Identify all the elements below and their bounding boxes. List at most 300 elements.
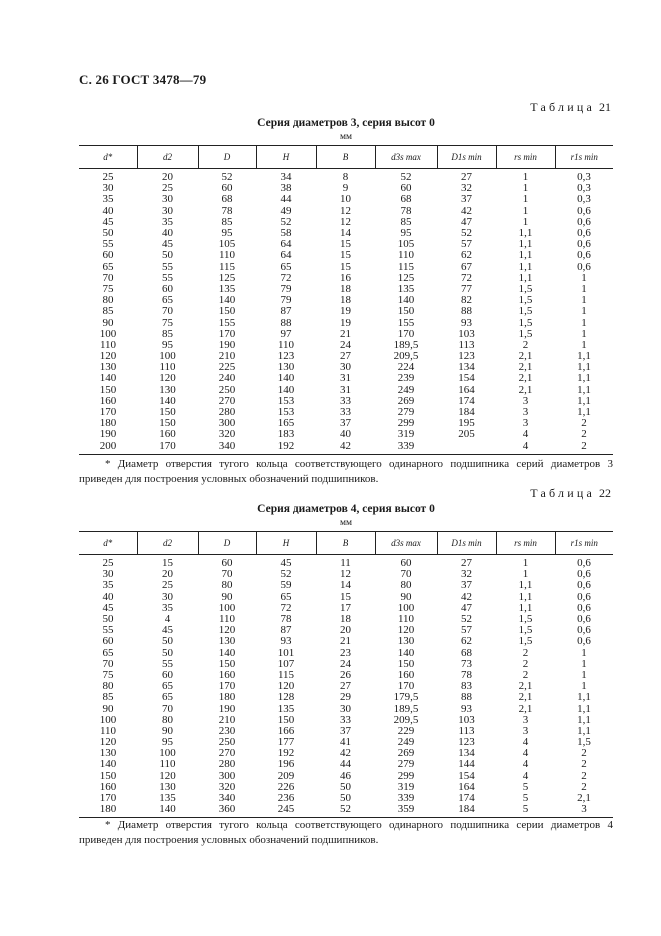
table-cell: 150 xyxy=(277,713,295,726)
table-cell: 1,1 xyxy=(577,383,591,396)
table-cell: 45 xyxy=(102,601,114,614)
table-cell: 113 xyxy=(458,724,475,737)
table-cell: 209,5 xyxy=(393,713,419,726)
table-cell: 2,1 xyxy=(518,372,533,385)
table-cell: 140 xyxy=(397,294,415,307)
table-cell: 31 xyxy=(340,383,351,396)
table-cell: 125 xyxy=(218,271,236,284)
table-cell: 79 xyxy=(280,294,292,307)
table-cell: 85 xyxy=(102,305,114,318)
table-cell: 0,6 xyxy=(577,601,591,614)
table-cell: 30 xyxy=(340,702,351,715)
table-cell: 90 xyxy=(400,590,412,603)
table-cell: 120 xyxy=(218,624,236,637)
table-cell: 1 xyxy=(581,680,587,693)
table-cell: 319 xyxy=(397,428,415,441)
table-cell: 135 xyxy=(218,282,236,295)
table-cell: 1,5 xyxy=(518,624,533,637)
table-cell: 93 xyxy=(461,702,472,715)
table-cell: 52 xyxy=(280,215,292,228)
table-cell: 239 xyxy=(397,372,415,385)
table-cell xyxy=(437,441,496,455)
table-cell: 35 xyxy=(162,601,173,614)
table-cell: 18 xyxy=(340,613,351,626)
table21-unit: мм xyxy=(339,132,353,142)
table22-label-text: Таблица xyxy=(530,486,595,500)
table-cell: 150 xyxy=(99,383,117,396)
table-cell: 1,1 xyxy=(577,724,591,737)
table-cell: 177 xyxy=(277,736,295,749)
table-cell: 55 xyxy=(162,657,173,670)
table-cell: 100 xyxy=(99,713,117,726)
table-cell: 229 xyxy=(397,724,415,737)
table-cell: 1 xyxy=(522,204,529,217)
table-cell: 170 xyxy=(99,406,117,419)
table-cell: 19 xyxy=(340,316,351,329)
table-cell: 105 xyxy=(218,238,236,251)
table-cell: 80 xyxy=(400,579,412,592)
table-cell: 47 xyxy=(461,601,472,614)
table-row xyxy=(79,169,613,184)
table-cell: 52 xyxy=(400,171,412,184)
table-cell: 1,1 xyxy=(518,271,533,284)
table-cell: 88 xyxy=(461,305,472,318)
table-cell: 140 xyxy=(277,372,295,385)
table-cell: 21 xyxy=(340,635,351,648)
table-cell: 64 xyxy=(280,249,292,262)
table-cell: 80 xyxy=(102,294,114,307)
table-cell: 12 xyxy=(340,215,351,228)
table-cell: 87 xyxy=(280,624,292,637)
table22-label xyxy=(530,486,611,501)
table-cell: 135 xyxy=(277,702,295,715)
table-cell: 0,6 xyxy=(577,568,591,581)
table-cell: 2 xyxy=(581,439,587,452)
table-cell: 205 xyxy=(458,428,475,441)
table-cell: 24 xyxy=(340,338,351,351)
table-cell: 45 xyxy=(162,238,173,251)
table-cell: 64 xyxy=(280,238,292,251)
table-cell: 1 xyxy=(581,282,587,295)
table-cell: 8 xyxy=(342,171,349,184)
table-cell: 20 xyxy=(162,171,173,184)
table21-number: 21 xyxy=(599,100,611,114)
table-cell: 115 xyxy=(218,260,236,273)
table-cell: 280 xyxy=(218,758,236,771)
table-cell: 1 xyxy=(522,193,529,206)
table-cell: 155 xyxy=(218,316,236,329)
table-cell: 42 xyxy=(461,590,472,603)
table-cell: 1,5 xyxy=(518,613,533,626)
table-cell: 0,6 xyxy=(577,590,591,603)
table-cell: 2,1 xyxy=(577,792,591,805)
table-cell: 110 xyxy=(218,249,236,262)
table-cell: 153 xyxy=(277,406,295,419)
table-cell: 87 xyxy=(280,305,292,318)
table-cell: 5 xyxy=(522,792,529,805)
col-header-rs-min: rs min xyxy=(496,146,555,169)
table-cell: 82 xyxy=(461,294,472,307)
table-cell: 210 xyxy=(218,713,236,726)
table-cell: 1,1 xyxy=(518,238,533,251)
table-cell: 72 xyxy=(461,271,472,284)
table-cell: 300 xyxy=(218,417,236,430)
table-cell: 299 xyxy=(397,769,415,782)
table-cell: 25 xyxy=(162,182,173,195)
table-cell: 57 xyxy=(461,238,472,251)
table-cell: 125 xyxy=(397,271,415,284)
table-cell: 164 xyxy=(458,780,475,793)
table-cell: 15 xyxy=(340,238,351,251)
table-cell: 103 xyxy=(458,327,475,340)
table-cell: 300 xyxy=(218,769,236,782)
table-cell: 1,5 xyxy=(518,282,533,295)
table-cell: 2,1 xyxy=(518,702,533,715)
table-cell: 30 xyxy=(162,204,173,217)
table-cell: 23 xyxy=(340,646,351,659)
table-cell: 60 xyxy=(221,557,233,570)
table-cell: 58 xyxy=(280,227,292,240)
table-cell: 85 xyxy=(162,327,173,340)
table-cell: 120 xyxy=(159,769,176,782)
table-cell: 174 xyxy=(458,792,475,805)
table-cell: 60 xyxy=(102,249,114,262)
table-cell: 12 xyxy=(340,204,351,217)
table-row xyxy=(79,692,613,703)
table-cell: 270 xyxy=(218,394,236,407)
table-cell: 135 xyxy=(397,282,415,295)
table-cell: 320 xyxy=(218,780,236,793)
table-cell: 29 xyxy=(340,691,351,704)
table-cell: 1,1 xyxy=(518,579,533,592)
table-cell: 25 xyxy=(162,579,173,592)
table-cell: 62 xyxy=(461,635,472,648)
table-cell: 180 xyxy=(99,803,117,816)
table-cell: 2 xyxy=(581,780,587,793)
table-cell: 150 xyxy=(397,657,415,670)
col-header-D: D xyxy=(198,532,256,555)
table-cell: 226 xyxy=(277,780,295,793)
table-cell: 190 xyxy=(99,428,117,441)
table-cell: 70 xyxy=(102,271,114,284)
table-cell: 140 xyxy=(277,383,295,396)
table-cell: 52 xyxy=(461,613,472,626)
table-cell: 299 xyxy=(397,417,415,430)
table-cell: 174 xyxy=(458,394,475,407)
table-cell: 37 xyxy=(461,193,472,206)
table-cell: 44 xyxy=(280,193,292,206)
table-cell: 65 xyxy=(280,260,292,273)
table-cell: 196 xyxy=(277,758,295,771)
table-cell: 75 xyxy=(102,668,114,681)
table-cell: 10 xyxy=(340,193,351,206)
table-cell: 90 xyxy=(102,316,114,329)
table-cell: 72 xyxy=(280,601,292,614)
table21-label-text: Таблица xyxy=(530,100,595,114)
table-cell: 1 xyxy=(522,182,529,195)
table-cell: 113 xyxy=(458,338,475,351)
table-cell: 65 xyxy=(162,294,173,307)
table-cell: 249 xyxy=(397,736,415,749)
table-cell: 236 xyxy=(277,792,295,805)
table-cell: 170 xyxy=(397,680,415,693)
table-cell: 359 xyxy=(397,803,415,816)
table-cell: 120 xyxy=(159,372,176,385)
table-cell: 65 xyxy=(162,691,173,704)
col-header-rs-min: rs min xyxy=(496,532,555,555)
table-row xyxy=(79,580,613,591)
table-cell: 120 xyxy=(99,350,117,363)
table-row xyxy=(79,317,613,328)
table-cell: 103 xyxy=(458,713,475,726)
table-cell: 60 xyxy=(400,182,412,195)
table-cell: 224 xyxy=(397,361,415,374)
table-cell: 27 xyxy=(340,350,351,363)
table-cell: 85 xyxy=(102,691,114,704)
table-cell: 0,3 xyxy=(577,171,591,184)
table-cell: 184 xyxy=(458,803,475,816)
table-cell: 1,5 xyxy=(518,316,533,329)
table-cell: 40 xyxy=(102,590,114,603)
table-cell: 110 xyxy=(99,338,117,351)
table-cell: 105 xyxy=(397,238,415,251)
table-cell: 27 xyxy=(461,557,472,570)
table-cell: 26 xyxy=(340,668,351,681)
table-cell: 130 xyxy=(159,780,176,793)
table-cell: 180 xyxy=(99,417,117,430)
table-cell: 190 xyxy=(218,338,236,351)
table-cell: 1,1 xyxy=(518,260,533,273)
table-cell: 115 xyxy=(397,260,415,273)
table-cell: 2 xyxy=(581,769,587,782)
table-cell: 2,1 xyxy=(518,361,533,374)
table-cell: 24 xyxy=(340,657,351,670)
table-cell: 55 xyxy=(102,624,114,637)
col-header-d3s-max: d3s max xyxy=(375,146,437,169)
table-cell: 50 xyxy=(162,635,173,648)
table-cell: 18 xyxy=(340,294,351,307)
table-cell: 130 xyxy=(218,635,236,648)
table-cell: 100 xyxy=(159,747,176,760)
table-cell: 339 xyxy=(397,792,415,805)
table-cell: 100 xyxy=(218,601,236,614)
table-cell: 154 xyxy=(458,769,475,782)
table-cell: 130 xyxy=(99,747,117,760)
table-cell: 20 xyxy=(340,624,351,637)
table-cell: 41 xyxy=(340,736,351,749)
table-cell: 2 xyxy=(522,646,529,659)
table21-header xyxy=(79,146,613,169)
table-cell: 1,1 xyxy=(577,702,591,715)
table22 xyxy=(79,531,613,818)
table-cell: 68 xyxy=(400,193,412,206)
table-cell: 140 xyxy=(218,294,236,307)
table-cell: 1,1 xyxy=(518,227,533,240)
table-cell: 78 xyxy=(221,204,233,217)
table-cell: 155 xyxy=(397,316,415,329)
table-cell: 269 xyxy=(397,747,415,760)
table-cell: 72 xyxy=(280,271,292,284)
table-cell: 37 xyxy=(340,417,351,430)
table-cell: 97 xyxy=(280,327,292,340)
col-header-B: B xyxy=(316,532,375,555)
table-cell: 40 xyxy=(102,204,114,217)
table-cell: 49 xyxy=(280,204,292,217)
table-cell: 1,1 xyxy=(577,394,591,407)
table-cell: 37 xyxy=(461,579,472,592)
table-cell: 3 xyxy=(522,724,529,737)
table-cell: 78 xyxy=(400,204,412,217)
table-cell: 3 xyxy=(522,394,529,407)
table-cell: 75 xyxy=(162,316,173,329)
table-cell: 153 xyxy=(277,394,295,407)
table-cell: 60 xyxy=(102,635,114,648)
table-cell: 52 xyxy=(340,803,351,816)
table-cell: 77 xyxy=(461,282,472,295)
table-cell: 120 xyxy=(397,624,415,637)
table-cell: 30 xyxy=(102,568,114,581)
table-row xyxy=(79,636,613,647)
table-cell: 319 xyxy=(397,780,415,793)
table-cell: 40 xyxy=(340,428,351,441)
table-row xyxy=(79,804,613,818)
table-cell: 0,6 xyxy=(577,204,591,217)
table-cell: 1 xyxy=(581,646,587,659)
table-cell: 2 xyxy=(581,758,587,771)
table-cell: 25 xyxy=(102,557,114,570)
table-cell: 85 xyxy=(400,215,412,228)
table-cell: 1 xyxy=(581,668,587,681)
table-cell: 210 xyxy=(218,350,236,363)
table-cell: 240 xyxy=(218,372,236,385)
table-cell: 21 xyxy=(340,327,351,340)
table-cell: 55 xyxy=(162,271,173,284)
table-cell: 192 xyxy=(277,747,295,760)
table-cell: 16 xyxy=(340,271,351,284)
table-cell: 3 xyxy=(522,406,529,419)
table-cell: 164 xyxy=(458,383,475,396)
table-cell: 35 xyxy=(102,579,114,592)
table-cell: 249 xyxy=(397,383,415,396)
table-cell: 107 xyxy=(277,657,295,670)
table-cell: 130 xyxy=(397,635,415,648)
table-cell: 60 xyxy=(162,282,173,295)
table-cell: 14 xyxy=(340,227,351,240)
table-cell: 55 xyxy=(162,260,173,273)
table-cell: 18 xyxy=(340,282,351,295)
table22-note: * Диаметр отверстия тугого кольца соответствующего одинарного подшипника серии диаметров 4 приведен для построения условных обозначений подшипников. xyxy=(79,819,613,846)
table-cell: 45 xyxy=(102,215,114,228)
table-cell: 70 xyxy=(102,657,114,670)
table-cell: 183 xyxy=(277,428,295,441)
table21 xyxy=(79,145,613,455)
table-cell: 170 xyxy=(397,327,415,340)
table-cell: 1,1 xyxy=(577,713,591,726)
table-cell: 50 xyxy=(102,613,114,626)
table-cell: 1,1 xyxy=(518,249,533,262)
table-cell: 80 xyxy=(162,713,173,726)
table-cell: 93 xyxy=(461,316,472,329)
table-cell: 1,5 xyxy=(577,736,591,749)
table-cell: 101 xyxy=(277,646,295,659)
table-cell: 47 xyxy=(461,215,472,228)
table-cell: 60 xyxy=(221,182,233,195)
table-cell: 34 xyxy=(280,171,292,184)
table-cell: 3 xyxy=(522,417,529,430)
table-cell: 0,6 xyxy=(577,624,591,637)
table-cell: 200 xyxy=(99,439,117,452)
table-cell: 25 xyxy=(102,171,114,184)
table-row xyxy=(79,306,613,317)
table-cell: 14 xyxy=(340,579,351,592)
table-cell: 70 xyxy=(162,702,173,715)
table-cell: 0,6 xyxy=(577,613,591,626)
table-cell: 170 xyxy=(218,327,236,340)
table-cell: 32 xyxy=(461,568,472,581)
table-cell: 189,5 xyxy=(393,702,419,715)
table-cell: 160 xyxy=(99,394,117,407)
table-cell: 95 xyxy=(221,227,233,240)
table-cell: 0,6 xyxy=(577,635,591,648)
col-header-H: H xyxy=(256,146,316,169)
table22-number: 22 xyxy=(599,486,611,500)
table-cell: 150 xyxy=(99,769,117,782)
table22-caption: Серия диаметров 4, серия высот 0 xyxy=(257,503,435,515)
table-cell: 140 xyxy=(159,394,176,407)
table-cell: 1,1 xyxy=(577,350,591,363)
col-header-D1s-min: D1s min xyxy=(437,146,496,169)
table-row xyxy=(79,373,613,384)
table-cell: 269 xyxy=(397,394,415,407)
table-cell: 150 xyxy=(218,305,236,318)
table-cell: 2,1 xyxy=(518,350,533,363)
table-cell: 170 xyxy=(99,792,117,805)
table-cell: 120 xyxy=(277,680,295,693)
table-cell: 1,1 xyxy=(577,691,591,704)
table-cell: 1 xyxy=(522,215,529,228)
table-cell: 134 xyxy=(458,747,475,760)
table-cell: 4 xyxy=(522,758,529,771)
table21-note: * Диаметр отверстия тугого кольца соответствующего одинарного подшипника серий диаметров 3 приведен для построения условных обозначений подшипников. xyxy=(79,458,613,485)
table-cell: 20 xyxy=(162,568,173,581)
table-cell: 115 xyxy=(277,668,295,681)
table21-label xyxy=(530,100,611,115)
table22-unit: мм xyxy=(339,518,353,528)
table-cell: 2,1 xyxy=(518,680,533,693)
table22-header xyxy=(79,532,613,555)
col-header-d: d* xyxy=(79,532,137,555)
table-cell: 45 xyxy=(162,624,173,637)
table-cell: 339 xyxy=(397,439,415,452)
table-row xyxy=(79,262,613,273)
table-cell: 270 xyxy=(218,747,236,760)
table-cell: 170 xyxy=(159,439,176,452)
table-cell: 15 xyxy=(340,590,351,603)
table-cell: 42 xyxy=(340,747,351,760)
table-cell: 11 xyxy=(340,557,351,570)
table-cell: 320 xyxy=(218,428,236,441)
table-cell: 1 xyxy=(581,305,587,318)
table-cell: 123 xyxy=(458,736,475,749)
table-cell: 19 xyxy=(340,305,351,318)
table-cell: 33 xyxy=(340,394,351,407)
table-cell: 160 xyxy=(99,780,117,793)
table-cell: 340 xyxy=(218,439,236,452)
table-cell: 279 xyxy=(397,406,415,419)
table-cell: 73 xyxy=(461,657,472,670)
table-cell: 17 xyxy=(340,601,351,614)
table-cell: 67 xyxy=(461,260,472,273)
